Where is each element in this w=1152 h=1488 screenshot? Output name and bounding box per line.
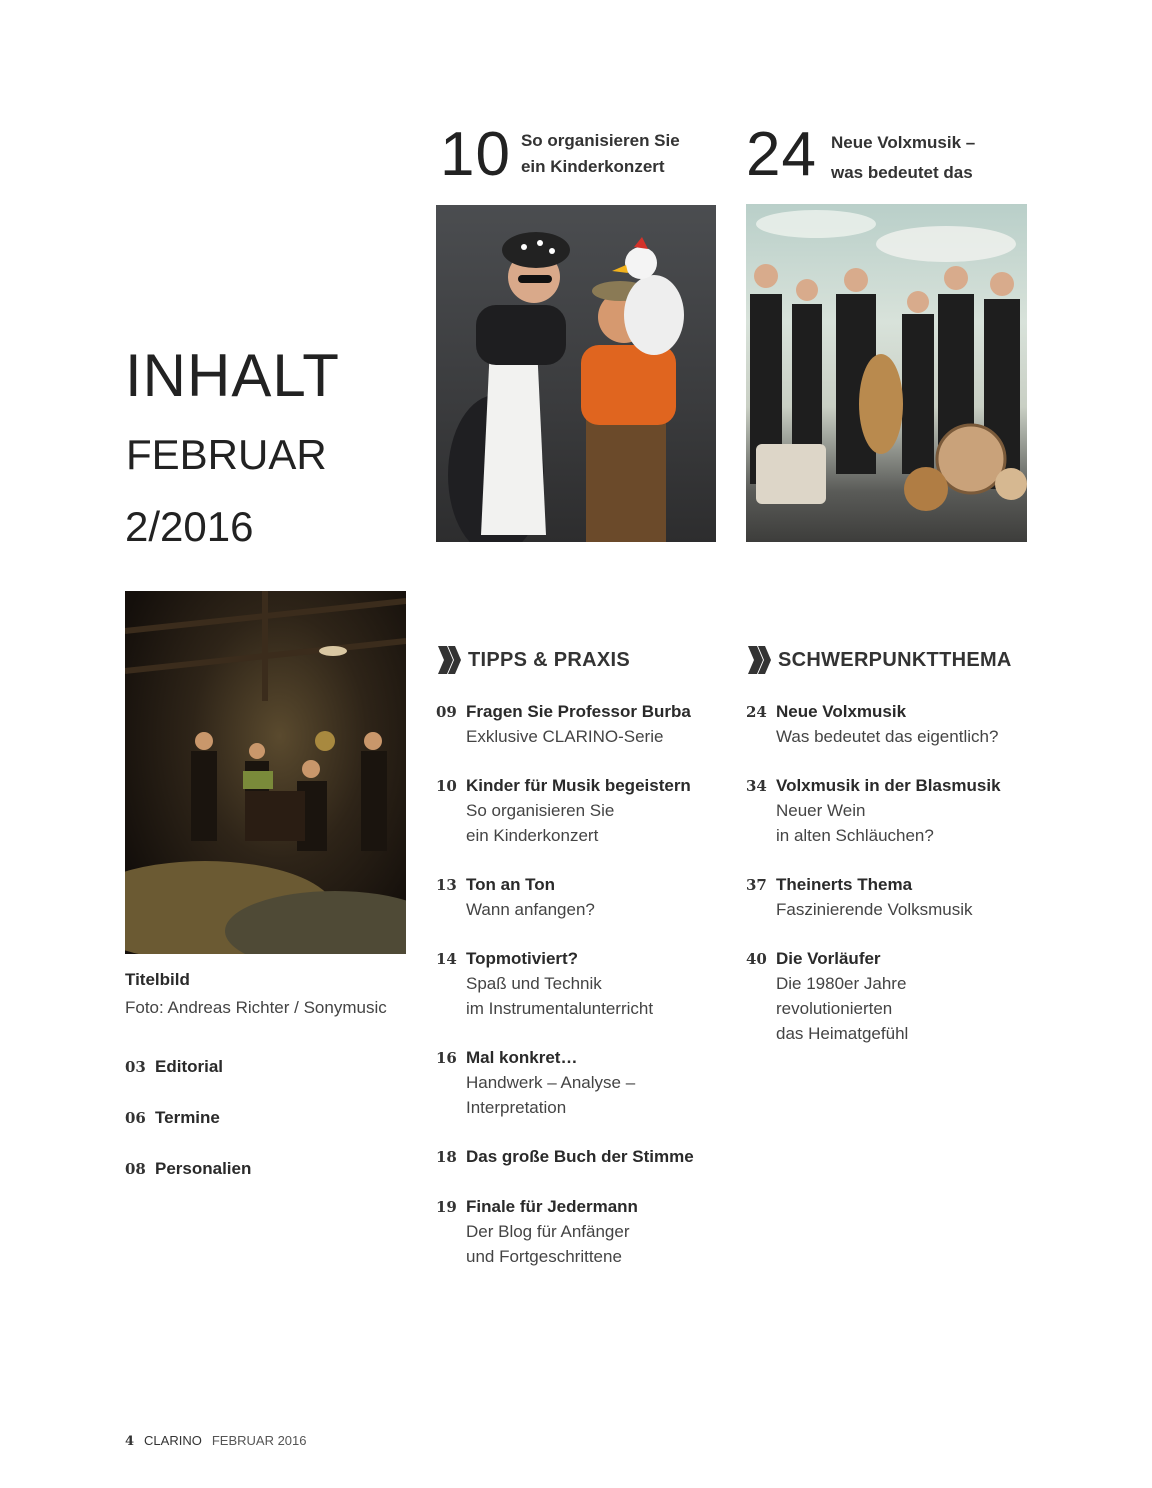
toc-entry-subtitle: Faszinierende Volksmusik [776, 900, 973, 919]
issue-month: FEBRUAR [126, 431, 327, 478]
toc-entry-title: Theinerts Thema [776, 875, 913, 894]
page-footer [125, 1433, 307, 1449]
section-heading-label: TIPPS & PRAXIS [468, 648, 631, 671]
toc-entry-title: Kinder für Musik begeistern [466, 776, 691, 795]
footer-magazine-name: CLARINO [144, 1433, 202, 1448]
toc-entry-title: Die Vorläufer [776, 949, 881, 968]
toc-page-number: 03 [125, 1058, 146, 1076]
page-title: INHALT [125, 342, 340, 409]
toc-entry[interactable] [436, 946, 726, 1021]
section-heading-label: SCHWERPUNKTTHEMA [778, 648, 1012, 671]
toc-page-number: 40 [746, 950, 767, 968]
toc-entry[interactable] [436, 699, 726, 749]
toc-entry-title: Editorial [155, 1057, 224, 1076]
toc-entry[interactable] [746, 946, 1046, 1046]
cover-caption [125, 970, 387, 1018]
toc-entry-subtitle: Wann anfangen? [466, 900, 595, 919]
issue-number: 2/2016 [125, 503, 254, 550]
toc-entry[interactable] [125, 1156, 415, 1182]
toc-entry-subtitle: Spaß und Technik im Instrumentalunterricht [466, 974, 654, 1018]
toc-entry[interactable] [436, 1144, 726, 1170]
toc-page-number: 24 [746, 703, 767, 721]
toc-entry[interactable] [125, 1105, 415, 1131]
toc-entry-subtitle: Neuer Wein in alten Schläuchen? [776, 801, 934, 845]
footer-page-number: 4 [125, 1434, 135, 1449]
toc-page-number: 09 [436, 703, 457, 721]
toc-entry-title: Volxmusik in der Blasmusik [776, 776, 1001, 795]
toc-page-number: 18 [436, 1148, 457, 1166]
toc-entry[interactable] [746, 773, 1046, 848]
volxmusik-band-photo[interactable] [746, 204, 1027, 542]
toc-page-number: 10 [436, 777, 457, 795]
toc-tipps-list [436, 699, 726, 1293]
toc-entry-title: Das große Buch der Stimme [466, 1147, 694, 1166]
toc-entry-title: Personalien [155, 1159, 252, 1178]
toc-page-number: 14 [436, 950, 457, 968]
toc-page-number: 37 [746, 876, 767, 894]
double-chevron-icon [746, 645, 772, 675]
featured-text: So organisieren Sie ein Kinderkonzert [520, 131, 680, 176]
featured-page-number: 24 [746, 120, 817, 189]
toc-page-number: 34 [746, 777, 767, 795]
cover-caption-label: Titelbild [125, 970, 190, 989]
kinderkonzert-photo[interactable] [436, 205, 716, 542]
toc-entry-subtitle: Die 1980er Jahre revolutionierten das Heimatgefühl [776, 974, 909, 1043]
toc-entry-title: Termine [155, 1108, 220, 1127]
toc-entry[interactable] [125, 1054, 415, 1080]
performers-illustration [436, 205, 716, 542]
featured-page-number: 10 [440, 120, 511, 189]
toc-entry[interactable] [746, 872, 1046, 922]
toc-entry-subtitle: Was bedeutet das eigentlich? [776, 727, 999, 746]
toc-entry-title: Fragen Sie Professor Burba [466, 702, 691, 721]
toc-entry-subtitle: Der Blog für Anfänger und Fortgeschrittene [466, 1222, 630, 1266]
toc-page-number: 08 [125, 1160, 146, 1178]
toc-page-number: 16 [436, 1049, 457, 1067]
toc-entry-title: Ton an Ton [466, 875, 556, 894]
toc-entry[interactable] [436, 1045, 726, 1120]
featured-article-1[interactable] [440, 120, 680, 189]
cover-photo[interactable] [125, 591, 406, 954]
toc-entry[interactable] [746, 699, 1046, 749]
section-heading-tipps [436, 645, 630, 675]
toc-entry-title: Neue Volxmusik [776, 702, 907, 721]
toc-left-list [125, 1054, 415, 1206]
toc-page-number: 13 [436, 876, 457, 894]
toc-entry[interactable] [436, 1194, 726, 1269]
toc-entry[interactable] [436, 773, 726, 848]
featured-text: Neue Volxmusik – was bedeutet das [830, 133, 976, 182]
toc-entry-subtitle: So organisieren Sie ein Kinderkonzert [466, 801, 615, 845]
section-heading-schwerpunkt [746, 645, 1012, 675]
toc-entry-subtitle: Handwerk – Analyse – Interpretation [466, 1073, 636, 1117]
footer-issue-date: FEBRUAR 2016 [211, 1433, 307, 1448]
toc-entry[interactable] [436, 872, 726, 922]
cover-illustration [125, 591, 406, 954]
toc-entry-title: Mal konkret… [466, 1048, 578, 1067]
featured-article-2[interactable] [746, 120, 976, 189]
toc-entry-title: Finale für Jedermann [466, 1197, 638, 1216]
toc-schwerpunkt-list [746, 699, 1046, 1070]
toc-page-number: 19 [436, 1198, 457, 1216]
toc-entry-title: Topmotiviert? [466, 949, 579, 968]
toc-entry-subtitle: Exklusive CLARINO-Serie [466, 727, 664, 746]
toc-page-number: 06 [125, 1109, 146, 1127]
band-illustration [746, 204, 1027, 542]
cover-caption-credit: Foto: Andreas Richter / Sonymusic [125, 998, 387, 1017]
double-chevron-icon [436, 645, 462, 675]
